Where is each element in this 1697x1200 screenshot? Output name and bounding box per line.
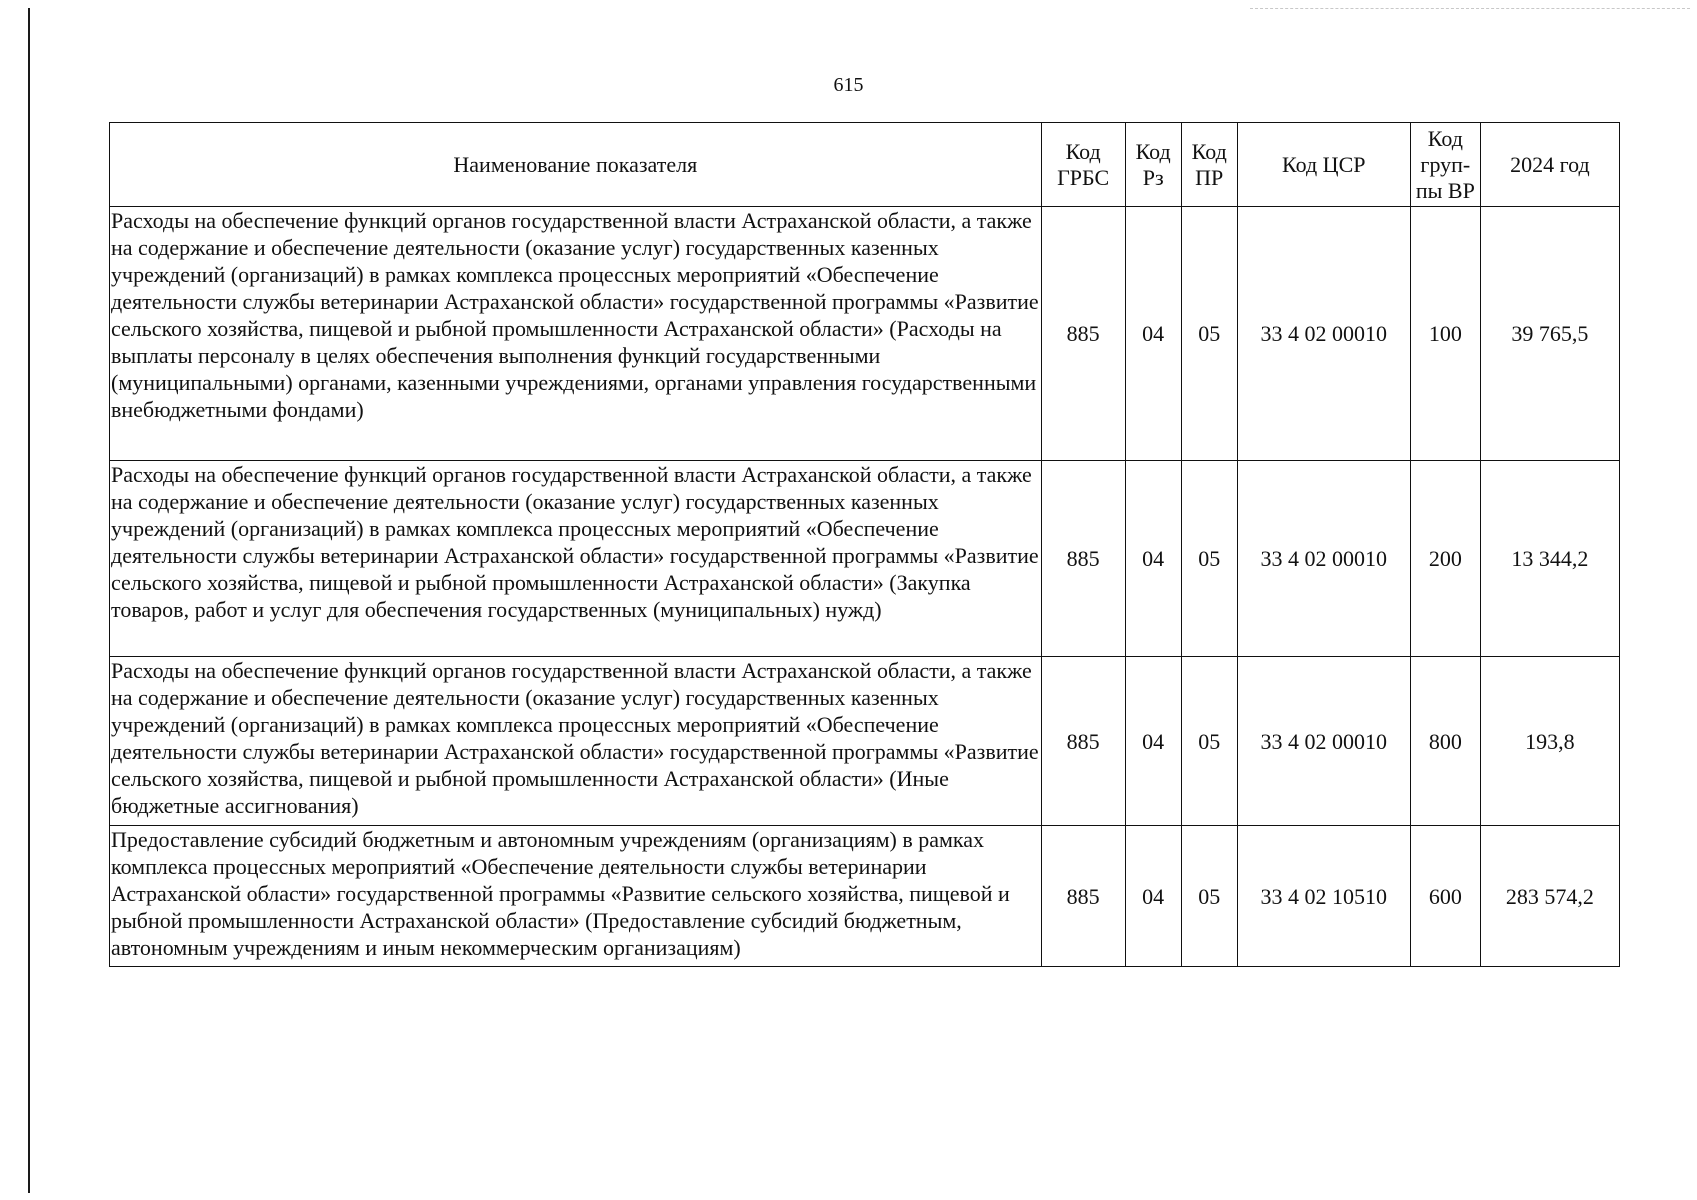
row-amount: 283 574,2 xyxy=(1480,826,1619,967)
row-pr: 05 xyxy=(1181,826,1237,967)
row-csr: 33 4 02 10510 xyxy=(1237,826,1410,967)
row-grbs: 885 xyxy=(1041,826,1125,967)
row-rz: 04 xyxy=(1125,207,1181,461)
row-name: Предоставление субсидий бюджетным и автономным учреждениям (организациям) в рамках комплекса процессных мероприятий «Обеспечение деятельности службы ветеринарии Астраханской области» государственной программы «Развитие сельского хозяйства, пищевой и рыбной промышленности Астраханской области» (Предоставление субсидий бюджетным, автономным учреждениям и иным некоммерческим организациям) xyxy=(110,826,1042,967)
header-year: 2024 год xyxy=(1480,123,1619,207)
table-row xyxy=(110,461,1620,657)
row-name: Расходы на обеспечение функций органов государственной власти Астраханской области, а также на содержание и обеспечение деятельности (оказание услуг) государственных казенных учреждений (организаций) в рамках комплекса процессных мероприятий «Обеспечение деятельности службы ветеринарии Астраханской области» государственной программы «Развитие сельского хозяйства, пищевой и рыбной промышленности Астраханской области» (Расходы на выплаты персоналу в целях обеспечения выполнения функций государственными (муниципальными) органами, казенными учреждениями, органами управления государственными внебюджетными фондами) xyxy=(110,207,1042,461)
table-row xyxy=(110,657,1620,826)
row-pr: 05 xyxy=(1181,207,1237,461)
row-vr: 800 xyxy=(1410,657,1480,826)
row-vr: 100 xyxy=(1410,207,1480,461)
header-row xyxy=(110,123,1620,207)
row-amount: 13 344,2 xyxy=(1480,461,1619,657)
row-grbs: 885 xyxy=(1041,657,1125,826)
page-number: 615 xyxy=(833,74,864,96)
row-amount: 193,8 xyxy=(1480,657,1619,826)
scan-top-artifact xyxy=(1250,8,1690,10)
header-pr: Код ПР xyxy=(1181,123,1237,207)
row-amount: 39 765,5 xyxy=(1480,207,1619,461)
row-pr: 05 xyxy=(1181,657,1237,826)
header-vr: Код груп-пы ВР xyxy=(1410,123,1480,207)
row-pr: 05 xyxy=(1181,461,1237,657)
header-name: Наименование показателя xyxy=(110,123,1042,207)
row-grbs: 885 xyxy=(1041,461,1125,657)
row-rz: 04 xyxy=(1125,657,1181,826)
row-grbs: 885 xyxy=(1041,207,1125,461)
row-csr: 33 4 02 00010 xyxy=(1237,461,1410,657)
table-header xyxy=(110,123,1620,207)
header-grbs: Код ГРБС xyxy=(1041,123,1125,207)
row-name: Расходы на обеспечение функций органов государственной власти Астраханской области, а также на содержание и обеспечение деятельности (оказание услуг) государственных казенных учреждений (организаций) в рамках комплекса процессных мероприятий «Обеспечение деятельности службы ветеринарии Астраханской области» государственной программы «Развитие сельского хозяйства, пищевой и рыбной промышленности Астраханской области» (Закупка товаров, работ и услуг для обеспечения государственных (муниципальных) нужд) xyxy=(110,461,1042,657)
header-rz: Код Рз xyxy=(1125,123,1181,207)
budget-table xyxy=(109,122,1620,967)
table-row xyxy=(110,826,1620,967)
row-rz: 04 xyxy=(1125,461,1181,657)
row-name: Расходы на обеспечение функций органов государственной власти Астраханской области, а также на содержание и обеспечение деятельности (оказание услуг) государственных казенных учреждений (организаций) в рамках комплекса процессных мероприятий «Обеспечение деятельности службы ветеринарии Астраханской области» государственной программы «Развитие сельского хозяйства, пищевой и рыбной промышленности Астраханской области» (Иные бюджетные ассигнования) xyxy=(110,657,1042,826)
scan-left-border-line xyxy=(28,8,30,1193)
table-body xyxy=(110,207,1620,967)
row-vr: 200 xyxy=(1410,461,1480,657)
row-csr: 33 4 02 00010 xyxy=(1237,207,1410,461)
header-csr: Код ЦСР xyxy=(1237,123,1410,207)
row-vr: 600 xyxy=(1410,826,1480,967)
table-row xyxy=(110,207,1620,461)
row-rz: 04 xyxy=(1125,826,1181,967)
row-csr: 33 4 02 00010 xyxy=(1237,657,1410,826)
